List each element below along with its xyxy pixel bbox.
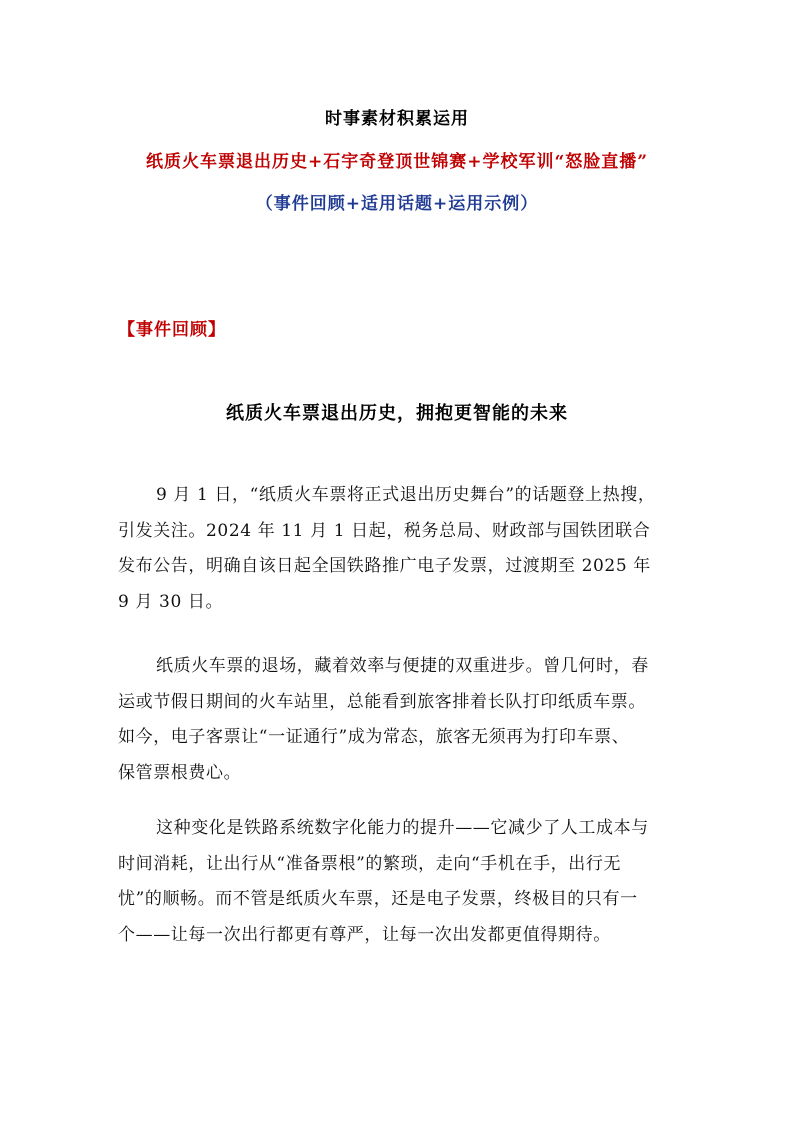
main-title: 时事素材积累运用 — [325, 109, 469, 129]
paragraph-line: 运或节假日期间的火车站里，总能看到旅客排着长队打印纸质车票。 — [118, 691, 646, 712]
paragraph-line: 忧”的顺畅。而不管是纸质火车票，还是电子发票，终极目的只有一 — [118, 889, 638, 910]
paragraph-line: 如今，电子客票让“一证通行”成为常态，旅客无须再为打印车票、 — [118, 727, 630, 748]
paragraph-2 — [118, 649, 690, 791]
paragraph-line: 时间消耗，让出行从“准备票根”的繁琐，走向“手机在手，出行无 — [118, 853, 622, 874]
paragraph-line: 纸质火车票的退场，藏着效率与便捷的双重进步。曾几何时，春 — [156, 656, 649, 676]
article-title: 纸质火车票退出历史，拥抱更智能的未来 — [226, 403, 568, 424]
section-tag: 【事件回顾】 — [118, 320, 226, 340]
paragraph-line: 9 月 1 日，“纸质火车票将正式退出历史舞台”的话题登上热搜， — [156, 485, 656, 505]
paragraph-line: 9 月 30 日。 — [118, 591, 224, 612]
sub-title-2: （事件回顾+适用话题+运用示例） — [255, 194, 539, 214]
sub-title: 纸质火车票退出历史+石宇奇登顶世锦赛+学校军训“怒脸直播” — [145, 152, 649, 172]
paragraph-1 — [118, 478, 690, 620]
paragraph-3 — [118, 811, 690, 953]
paragraph-line: 这种变化是铁路系统数字化能力的提升——它减少了人工成本与 — [156, 818, 649, 838]
paragraph-line: 保管票根费心。 — [118, 762, 242, 783]
paragraph-line: 发布公告，明确自该日起全国铁路推广电子发票，过渡期至 2025 年 — [118, 556, 651, 577]
paragraph-line: 个——让每一次出行都更有尊严，让每一次出发都更值得期待。 — [118, 924, 611, 945]
paragraph-line: 引发关注。2024 年 11 月 1 日起，税务总局、财政部与国铁团联合 — [118, 520, 651, 541]
